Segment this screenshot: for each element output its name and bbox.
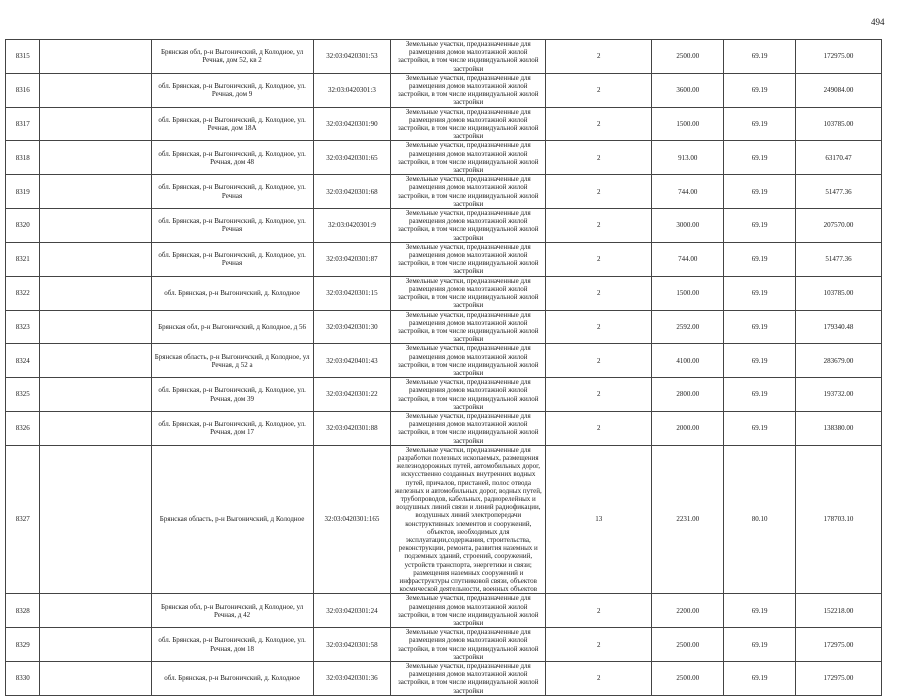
area-cell: 2500.00 (652, 628, 724, 662)
table-row (6, 107, 882, 141)
address-cell: Брянская обл, р-н Выгоничский, д Колодное, ул Речная, дом 52, кв 2 (151, 40, 313, 74)
specific-value-cell: 69.19 (724, 378, 796, 412)
address-cell: обл. Брянская, р-н Выгоничский, д. Колодное (151, 276, 313, 310)
specific-value-cell: 69.19 (724, 209, 796, 243)
cadastral-number-cell: 32:03:0420301:9 (313, 209, 391, 243)
address-cell: обл. Брянская, р-н Выгоничский, д. Колодное, ул. Речная, дом 39 (151, 378, 313, 412)
group-cell: 2 (546, 344, 652, 378)
land-use-cell: Земельные участки, предназначенные для размещения домов малоэтажной жилой застройки, в том числе индивидуальной жилой застройки (391, 276, 546, 310)
area-cell: 744.00 (652, 175, 724, 209)
table-row (6, 628, 882, 662)
row-number: 8317 (6, 107, 40, 141)
blank-cell (40, 141, 151, 175)
table-row (6, 310, 882, 344)
specific-value-cell: 69.19 (724, 310, 796, 344)
area-cell: 2500.00 (652, 40, 724, 74)
address-cell: Брянская обл, р-н Выгоничский, д Колодное, д 56 (151, 310, 313, 344)
group-cell: 2 (546, 141, 652, 175)
cadastral-number-cell: 32:03:0420401:43 (313, 344, 391, 378)
cadastral-value-cell: 172975.00 (795, 628, 881, 662)
blank-cell (40, 628, 151, 662)
cadastral-number-cell: 32:03:0420301:36 (313, 662, 391, 696)
land-use-cell: Земельные участки, предназначенные для размещения домов малоэтажной жилой застройки, в том числе индивидуальной жилой застройки (391, 242, 546, 276)
specific-value-cell: 69.19 (724, 73, 796, 107)
land-use-cell: Земельные участки, предназначенные для размещения домов малоэтажной жилой застройки, в том числе индивидуальной жилой застройки (391, 378, 546, 412)
cadastral-number-cell: 32:03:0420301:68 (313, 175, 391, 209)
row-number: 8328 (6, 594, 40, 628)
page-number: 494 (871, 17, 885, 27)
cadastral-value-cell: 172975.00 (795, 662, 881, 696)
row-number: 8329 (6, 628, 40, 662)
group-cell: 2 (546, 209, 652, 243)
area-cell: 913.00 (652, 141, 724, 175)
land-use-cell: Земельные участки, предназначенные для размещения домов малоэтажной жилой застройки, в том числе индивидуальной жилой застройки (391, 73, 546, 107)
table-row (6, 276, 882, 310)
address-cell: обл. Брянская, р-н Выгоничский, д. Колодное, ул. Речная, дом 18А (151, 107, 313, 141)
blank-cell (40, 209, 151, 243)
table-row (6, 209, 882, 243)
specific-value-cell: 69.19 (724, 411, 796, 445)
area-cell: 1500.00 (652, 107, 724, 141)
cadastral-number-cell: 32:03:0420301:58 (313, 628, 391, 662)
address-cell: обл. Брянская, р-н Выгоничский, д. Колодное, ул. Речная, дом 18 (151, 628, 313, 662)
specific-value-cell: 69.19 (724, 40, 796, 74)
blank-cell (40, 378, 151, 412)
cadastral-number-cell: 32:03:0420301:24 (313, 594, 391, 628)
land-use-cell: Земельные участки, предназначенные для размещения домов малоэтажной жилой застройки, в том числе индивидуальной жилой застройки (391, 209, 546, 243)
blank-cell (40, 594, 151, 628)
group-cell: 13 (546, 445, 652, 594)
table-row (6, 378, 882, 412)
land-use-cell: Земельные участки, предназначенные для размещения домов малоэтажной жилой застройки, в том числе индивидуальной жилой застройки (391, 628, 546, 662)
area-cell: 2231.00 (652, 445, 724, 594)
blank-cell (40, 242, 151, 276)
address-cell: обл. Брянская, р-н Выгоничский, д. Колодное, ул. Речная, дом 48 (151, 141, 313, 175)
blank-cell (40, 40, 151, 74)
cadastral-number-cell: 32:03:0420301:15 (313, 276, 391, 310)
row-number: 8316 (6, 73, 40, 107)
group-cell: 2 (546, 310, 652, 344)
cadastral-number-cell: 32:03:0420301:3 (313, 73, 391, 107)
group-cell: 2 (546, 73, 652, 107)
row-number: 8321 (6, 242, 40, 276)
blank-cell (40, 175, 151, 209)
specific-value-cell: 69.19 (724, 107, 796, 141)
specific-value-cell: 69.19 (724, 628, 796, 662)
group-cell: 2 (546, 662, 652, 696)
area-cell: 4100.00 (652, 344, 724, 378)
row-number: 8315 (6, 40, 40, 74)
blank-cell (40, 445, 151, 594)
specific-value-cell: 69.19 (724, 242, 796, 276)
address-cell: Брянская обл, р-н Выгоничский, д Колодное, ул Речная, д 42 (151, 594, 313, 628)
blank-cell (40, 276, 151, 310)
address-cell: обл. Брянская, р-н Выгоничский, д. Колодное, ул. Речная, дом 17 (151, 411, 313, 445)
cadastral-value-cell: 51477.36 (795, 242, 881, 276)
blank-cell (40, 662, 151, 696)
group-cell: 2 (546, 40, 652, 74)
row-number: 8326 (6, 411, 40, 445)
group-cell: 2 (546, 242, 652, 276)
area-cell: 2000.00 (652, 411, 724, 445)
specific-value-cell: 69.19 (724, 141, 796, 175)
land-use-cell: Земельные участки, предназначенные для размещения домов малоэтажной жилой застройки, в том числе индивидуальной жилой застройки (391, 594, 546, 628)
cadastral-number-cell: 32:03:0420301:22 (313, 378, 391, 412)
row-number: 8322 (6, 276, 40, 310)
group-cell: 2 (546, 594, 652, 628)
group-cell: 2 (546, 276, 652, 310)
group-cell: 2 (546, 107, 652, 141)
address-cell: Брянская область, р-н Выгоничский, д Колодное, ул Речная, д 52 а (151, 344, 313, 378)
cadastral-value-cell: 51477.36 (795, 175, 881, 209)
cadastral-value-cell: 249084.00 (795, 73, 881, 107)
blank-cell (40, 73, 151, 107)
cadastral-value-cell: 152218.00 (795, 594, 881, 628)
cadastral-number-cell: 32:03:0420301:65 (313, 141, 391, 175)
cadastral-value-cell: 138380.00 (795, 411, 881, 445)
land-use-cell: Земельные участки, предназначенные для размещения домов малоэтажной жилой застройки, в том числе индивидуальной жилой застройки (391, 411, 546, 445)
blank-cell (40, 344, 151, 378)
land-use-cell: Земельные участки, предназначенные для размещения домов малоэтажной жилой застройки, в том числе индивидуальной жилой застройки (391, 141, 546, 175)
cadastral-number-cell: 32:03:0420301:53 (313, 40, 391, 74)
cadastral-number-cell: 32:03:0420301:87 (313, 242, 391, 276)
address-cell: Брянская область, р-н Выгоничский, д Колодное (151, 445, 313, 594)
table-row (6, 411, 882, 445)
cadastral-value-cell: 207570.00 (795, 209, 881, 243)
area-cell: 2800.00 (652, 378, 724, 412)
cadastral-value-cell: 179340.48 (795, 310, 881, 344)
land-use-cell: Земельные участки, предназначенные для размещения домов малоэтажной жилой застройки, в том числе индивидуальной жилой застройки (391, 40, 546, 74)
cadastral-value-cell: 103785.00 (795, 107, 881, 141)
row-number: 8320 (6, 209, 40, 243)
row-number: 8318 (6, 141, 40, 175)
cadastral-value-cell: 283679.00 (795, 344, 881, 378)
row-number: 8324 (6, 344, 40, 378)
table-row (6, 662, 882, 696)
cadastral-value-cell: 103785.00 (795, 276, 881, 310)
row-number: 8330 (6, 662, 40, 696)
table-row (6, 141, 882, 175)
blank-cell (40, 411, 151, 445)
address-cell: обл. Брянская, р-н Выгоничский, д. Колодное, ул. Речная (151, 242, 313, 276)
land-use-cell: Земельные участки, предназначенные для размещения домов малоэтажной жилой застройки, в том числе индивидуальной жилой застройки (391, 175, 546, 209)
row-number: 8319 (6, 175, 40, 209)
cadastral-value-cell: 178703.10 (795, 445, 881, 594)
blank-cell (40, 310, 151, 344)
group-cell: 2 (546, 175, 652, 209)
cadastral-value-cell: 193732.00 (795, 378, 881, 412)
specific-value-cell: 80.10 (724, 445, 796, 594)
blank-cell (40, 107, 151, 141)
cadastral-value-cell: 63170.47 (795, 141, 881, 175)
land-use-cell: Земельные участки, предназначенные для размещения домов малоэтажной жилой застройки, в том числе индивидуальной жилой застройки (391, 107, 546, 141)
specific-value-cell: 69.19 (724, 344, 796, 378)
table-row (6, 175, 882, 209)
area-cell: 3000.00 (652, 209, 724, 243)
area-cell: 3600.00 (652, 73, 724, 107)
table-row (6, 40, 882, 74)
specific-value-cell: 69.19 (724, 175, 796, 209)
cadastral-number-cell: 32:03:0420301:90 (313, 107, 391, 141)
address-cell: обл. Брянская, р-н Выгоничский, д. Колодное, ул. Речная, дом 9 (151, 73, 313, 107)
area-cell: 2500.00 (652, 662, 724, 696)
area-cell: 744.00 (652, 242, 724, 276)
table-row (6, 445, 882, 594)
table-row (6, 73, 882, 107)
land-use-cell: Земельные участки, предназначенные для размещения домов малоэтажной жилой застройки, в том числе индивидуальной жилой застройки (391, 344, 546, 378)
land-use-cell: Земельные участки, предназначенные для размещения домов малоэтажной жилой застройки, в том числе индивидуальной жилой застройки (391, 662, 546, 696)
group-cell: 2 (546, 411, 652, 445)
cadastral-number-cell: 32:03:0420301:165 (313, 445, 391, 594)
table-row (6, 594, 882, 628)
group-cell: 2 (546, 628, 652, 662)
group-cell: 2 (546, 378, 652, 412)
table-row (6, 344, 882, 378)
address-cell: обл. Брянская, р-н Выгоничский, д. Колодное, ул. Речная (151, 175, 313, 209)
table-row (6, 242, 882, 276)
row-number: 8323 (6, 310, 40, 344)
land-use-cell: Земельные участки, предназначенные для размещения домов малоэтажной жилой застройки, в том числе индивидуальной жилой застройки (391, 310, 546, 344)
cadastral-value-cell: 172975.00 (795, 40, 881, 74)
specific-value-cell: 69.19 (724, 662, 796, 696)
area-cell: 2592.00 (652, 310, 724, 344)
address-cell: обл. Брянская, р-н Выгоничский, д. Колодное, ул. Речная (151, 209, 313, 243)
row-number: 8327 (6, 445, 40, 594)
cadastral-value-table (5, 39, 882, 696)
cadastral-number-cell: 32:03:0420301:30 (313, 310, 391, 344)
specific-value-cell: 69.19 (724, 594, 796, 628)
cadastral-number-cell: 32:03:0420301:88 (313, 411, 391, 445)
area-cell: 2200.00 (652, 594, 724, 628)
area-cell: 1500.00 (652, 276, 724, 310)
row-number: 8325 (6, 378, 40, 412)
address-cell: обл. Брянская, р-н Выгоничский, д. Колодное (151, 662, 313, 696)
land-use-cell: Земельные участки, предназначенные для разработки полезных ископаемых, размещения железнодорожных путей, автомобильных дорог, искусственно созданных внутренних водных путей, причалов, пристаней, полос отвода железных и автомобильных дорог, водных путей, трубопроводов, кабельных, радиорелейных и воздушных линий связи и линий радиофикации, воздушных линий электропередачи конструктивных элементов и сооружений, объектов, необходимых для эксплуатации,содержания, строительства, реконструкции, ремонта, развития наземных и подземных зданий, строений, сооружений, устройств транспорта, энергетики и связи; размещения наземных сооружений и инфраструктуры спутниковой связи, объектов космической деятельности, военных объектов (391, 445, 546, 594)
specific-value-cell: 69.19 (724, 276, 796, 310)
